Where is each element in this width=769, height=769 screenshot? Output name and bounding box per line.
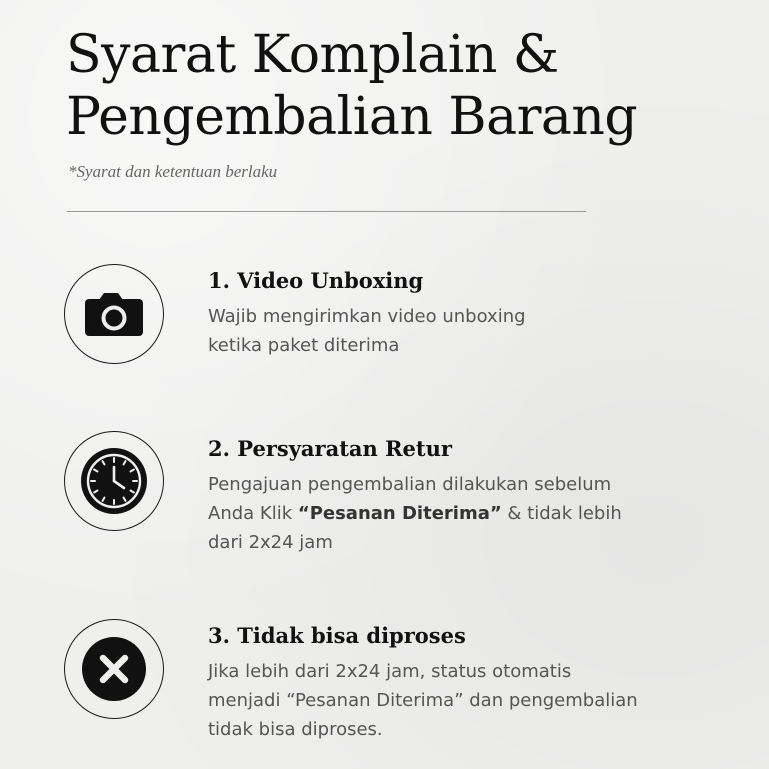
description-line: Jika lebih dari 2x24 jam, status otomatis — [208, 661, 572, 682]
list-item-not-processed — [208, 623, 688, 744]
page-title-line-1: Syarat Komplain & — [66, 25, 559, 85]
list-item-video-unboxing — [208, 268, 688, 360]
close-circle-icon — [81, 636, 147, 702]
description-line: Pengajuan pengembalian dilakukan sebelum — [208, 474, 612, 495]
clock-icon — [80, 447, 148, 515]
order-received-label: “Pesanan Diterima” — [297, 503, 502, 524]
page-title-line-2: Pengembalian Barang — [66, 87, 638, 147]
item-title: 2. Persyaratan Retur — [208, 436, 452, 461]
item-title: 1. Video Unboxing — [208, 268, 424, 293]
item-description — [208, 302, 688, 360]
description-line: tidak bisa diproses. — [208, 719, 383, 740]
terms-note: *Syarat dan ketentuan berlaku — [68, 162, 278, 181]
video-unboxing-icon-circle — [64, 264, 164, 364]
description-line: menjadi “Pesanan Diterima” dan pengembalian — [208, 690, 638, 711]
description-line: dari 2x24 jam — [208, 532, 333, 553]
header-divider — [67, 211, 586, 212]
list-item-return-terms — [208, 436, 688, 557]
item-description — [208, 470, 688, 557]
description-line: & tidak lebih — [501, 503, 622, 524]
return-terms-icon-circle — [64, 431, 164, 531]
description-line: Wajib mengirimkan video unboxing — [208, 306, 526, 327]
item-title: 3. Tidak bisa diproses — [208, 623, 466, 648]
description-line: ketika paket diterima — [208, 335, 400, 356]
page-title — [66, 24, 706, 148]
camera-icon — [84, 290, 144, 338]
item-description — [208, 657, 688, 744]
description-line: Anda Klik — [208, 503, 298, 524]
not-processed-icon-circle — [64, 619, 164, 719]
